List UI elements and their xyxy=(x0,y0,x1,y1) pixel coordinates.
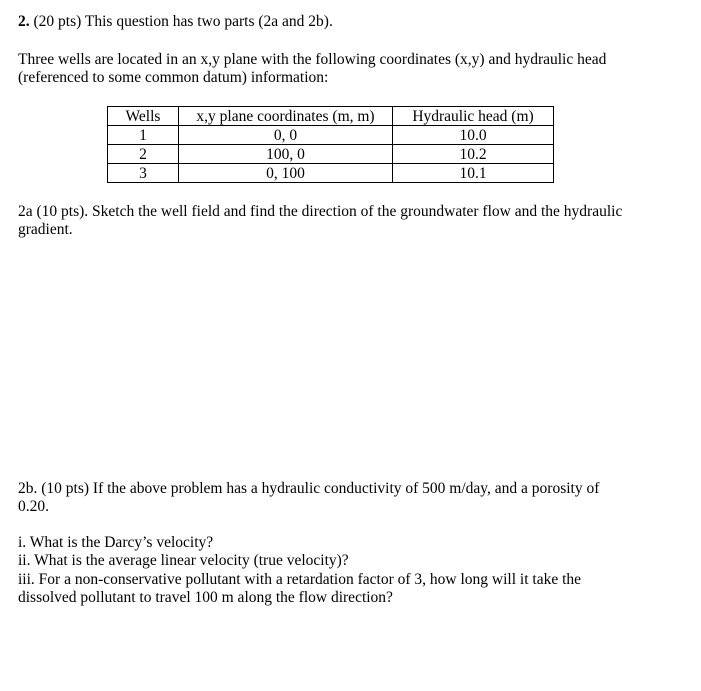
question-intro: (20 pts) This question has two parts (2a and 2b). xyxy=(33,13,333,30)
part-2b-item-ii: ii. What is the average linear velocity (true velocity)? xyxy=(18,552,349,569)
question-number: 2. xyxy=(18,13,30,30)
well-number: 3 xyxy=(108,164,179,183)
part-2a-line-1: 2a (10 pts). Sketch the well field and find the direction of the groundwater flow and the hydraulic xyxy=(18,203,623,220)
question-header xyxy=(18,13,333,31)
table-header-row xyxy=(108,107,554,126)
part-2b-line-1: 2b. (10 pts) If the above problem has a hydraulic conductivity of 500 m/day, and a porosity of xyxy=(18,480,600,497)
part-2b-item-iii-line-1: iii. For a non-conservative pollutant with a retardation factor of 3, how long will it take the xyxy=(18,571,582,588)
well-number: 1 xyxy=(108,126,179,145)
context-line-1: Three wells are located in an x,y plane with the following coordinates (x,y) and hydraulic head xyxy=(18,51,607,68)
well-head: 10.1 xyxy=(393,164,554,183)
header-hydraulic-head: Hydraulic head (m) xyxy=(393,107,554,126)
part-2b-item-iii-line-2: dissolved pollutant to travel 100 m along the flow direction? xyxy=(18,589,393,606)
well-coordinates: 0, 100 xyxy=(179,164,393,183)
well-number: 2 xyxy=(108,145,179,164)
part-2b-item-i: i. What is the Darcy’s velocity? xyxy=(18,534,214,551)
part-2b-line-2: 0.20. xyxy=(18,498,49,515)
header-wells: Wells xyxy=(108,107,179,126)
header-coordinates: x,y plane coordinates (m, m) xyxy=(179,107,393,126)
well-coordinates: 0, 0 xyxy=(179,126,393,145)
well-coordinates: 100, 0 xyxy=(179,145,393,164)
table-row xyxy=(108,164,554,183)
well-head: 10.2 xyxy=(393,145,554,164)
wells-table xyxy=(107,106,554,183)
context-line-2: (referenced to some common datum) information: xyxy=(18,69,329,86)
table-row xyxy=(108,145,554,164)
part-2a-line-2: gradient. xyxy=(18,221,73,238)
table-row xyxy=(108,126,554,145)
well-head: 10.0 xyxy=(393,126,554,145)
